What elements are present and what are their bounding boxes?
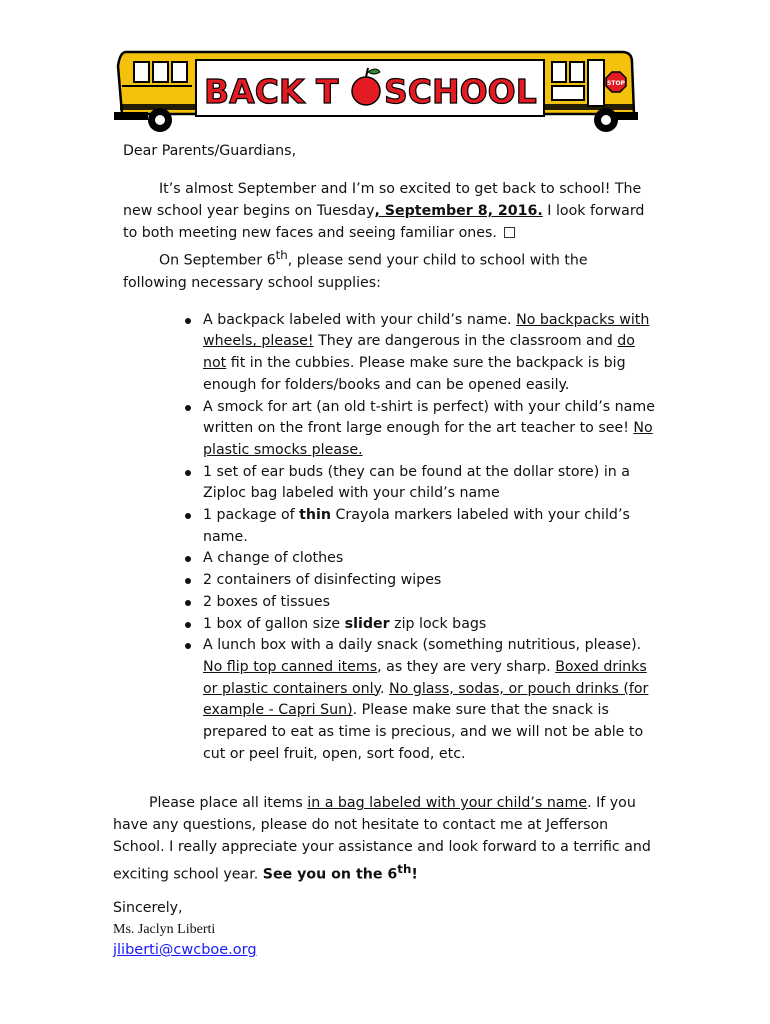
list-item: 2 boxes of tissues	[185, 592, 655, 614]
list-item: A smock for art (an old t-shirt is perfect) with your child’s name written on the front large enough for the art teacher to see! No plastic smocks please.	[185, 397, 655, 462]
list-item: A backpack labeled with your child’s name. No backpacks with wheels, please! They are dangerous in the classroom and do not fit in the cubbies. Please make sure the backpack is big enough for folders/books and can be opened easily.	[185, 310, 655, 397]
start-date: , September 8, 2016.	[374, 203, 543, 219]
stop-sign-text: STOP	[607, 80, 625, 87]
sender-name: Ms. Jaclyn Liberti	[113, 922, 216, 937]
back-to-school-bus-banner	[112, 46, 640, 134]
banner-text-back: BACK T	[204, 72, 339, 111]
salutation: Dear Parents/Guardians,	[123, 143, 297, 159]
list-item: 1 set of ear buds (they can be found at the dollar store) in a Ziploc bag labeled with your child’s name	[185, 462, 655, 505]
paragraph-supplies-intro: On September 6th, please send your child to school with the following necessary school supplies:	[123, 248, 588, 291]
list-item: 1 package of thin Crayola markers labeled with your child’s name.	[185, 505, 655, 548]
list-item: A change of clothes	[185, 548, 655, 570]
list-item: 1 box of gallon size slider zip lock bags	[185, 614, 655, 636]
email-link[interactable]: jliberti@cwcboe.org	[113, 942, 257, 958]
supplies-list	[123, 310, 655, 766]
paragraph-intro: It’s almost September and I’m so excited to get back to school! The new school year begins on Tuesday, September 8, 2016. I look forward to both meeting new faces and seeing familiar ones.	[123, 181, 645, 241]
placeholder-glyph-icon	[504, 227, 515, 238]
letter-body	[123, 140, 655, 766]
list-item: A lunch box with a daily snack (something nutritious, please). No flip top canned items, as they are very sharp. Boxed drinks or plastic containers only. No glass, sodas, or pouch drinks (for example - Capri Sun). Please make sure that the snack is prepared to eat as time is precious, and we will not be able to cut or peel fruit, open, sort food, etc.	[185, 635, 655, 765]
stop-sign-icon	[606, 72, 626, 92]
list-item: 2 containers of disinfecting wipes	[185, 570, 655, 592]
signoff	[113, 898, 257, 961]
sincerely: Sincerely,	[113, 900, 183, 916]
closing-paragraph: Please place all items in a bag labeled with your child’s name. If you have any questions, please do not hesitate to contact me at Jefferson School. I really appreciate your assistance and look forward to a terrific and exciting school year. See you on the 6th!	[113, 795, 651, 883]
banner-text-school: SCHOOL	[384, 72, 537, 111]
